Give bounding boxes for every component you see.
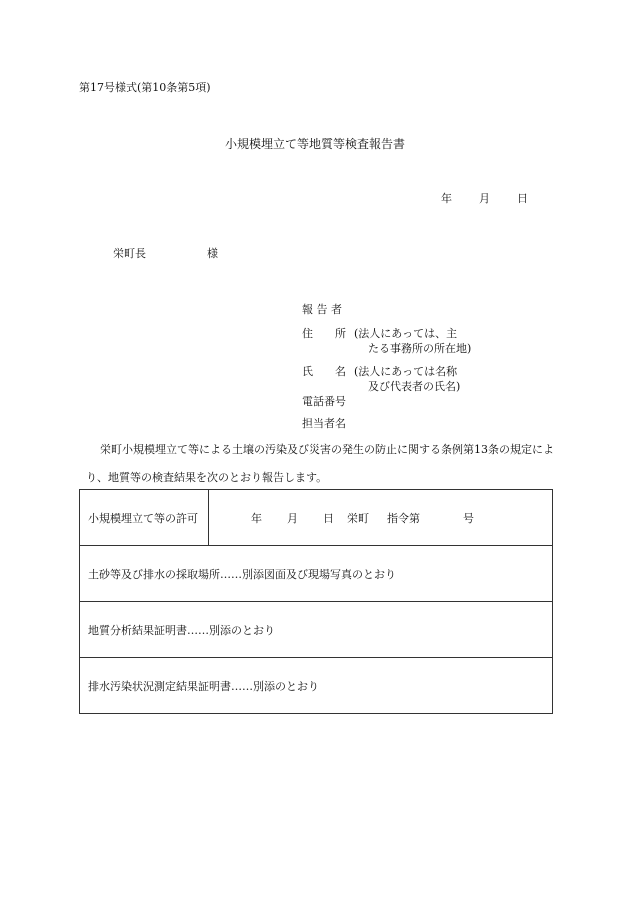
address-label: 住 所 xyxy=(302,327,346,340)
report-table xyxy=(79,489,553,714)
document-title: 小規模埋立て等地質等検査報告書 xyxy=(224,137,405,151)
body-paragraph: 栄町小規模埋立て等による土壌の汚染及び災害の発生の防止に関する条例第13条の規定により、地質等の検査結果を次のとおり報告します。 xyxy=(86,443,554,484)
address-note xyxy=(354,326,471,356)
addressee xyxy=(113,247,218,261)
addressee-name: 栄町長 xyxy=(113,247,146,260)
table-row-sampling: 土砂等及び排水の採取場所……別添図面及び現場写真のとおり xyxy=(80,546,553,602)
phone-label: 電話番号 xyxy=(302,395,346,408)
table-row-drainage: 排水汚染状況測定結果証明書……別添のとおり xyxy=(80,658,553,714)
table-row xyxy=(80,602,553,658)
body-text xyxy=(86,436,556,492)
address-note-line-1: (法人にあっては、主 xyxy=(354,327,458,340)
permit-value xyxy=(209,490,553,546)
name-label: 氏 名 xyxy=(302,365,346,378)
date-month-label: 月 xyxy=(479,192,490,205)
date-year-label: 年 xyxy=(441,192,452,205)
contact-person-label: 担当者名 xyxy=(302,417,346,430)
reporter-name-row xyxy=(302,364,460,394)
permit-order: 指令第 xyxy=(387,511,420,525)
name-note-line-2: 及び代表者の氏名) xyxy=(368,380,461,393)
reporter-address-row xyxy=(302,326,471,356)
reporter-heading: 報 告 者 xyxy=(302,303,342,316)
table-row xyxy=(80,658,553,714)
permit-month: 月 xyxy=(287,511,298,525)
table-row-geology: 地質分析結果証明書……別添のとおり xyxy=(80,602,553,658)
date-day-label: 日 xyxy=(517,192,528,205)
table-row xyxy=(80,546,553,602)
date-line xyxy=(441,192,528,206)
table-row xyxy=(80,490,553,546)
permit-label: 小規模埋立て等の許可 xyxy=(80,490,209,546)
permit-day: 日 xyxy=(323,511,334,525)
name-note xyxy=(354,364,460,394)
permit-town: 栄町 xyxy=(347,511,369,525)
form-number: 第17号様式(第10条第5項) xyxy=(79,81,211,94)
address-note-line-2: たる事務所の所在地) xyxy=(368,342,472,355)
addressee-honorific: 様 xyxy=(207,247,218,260)
permit-number: 号 xyxy=(463,511,474,525)
permit-year: 年 xyxy=(251,511,262,525)
name-note-line-1: (法人にあっては名称 xyxy=(354,365,458,378)
